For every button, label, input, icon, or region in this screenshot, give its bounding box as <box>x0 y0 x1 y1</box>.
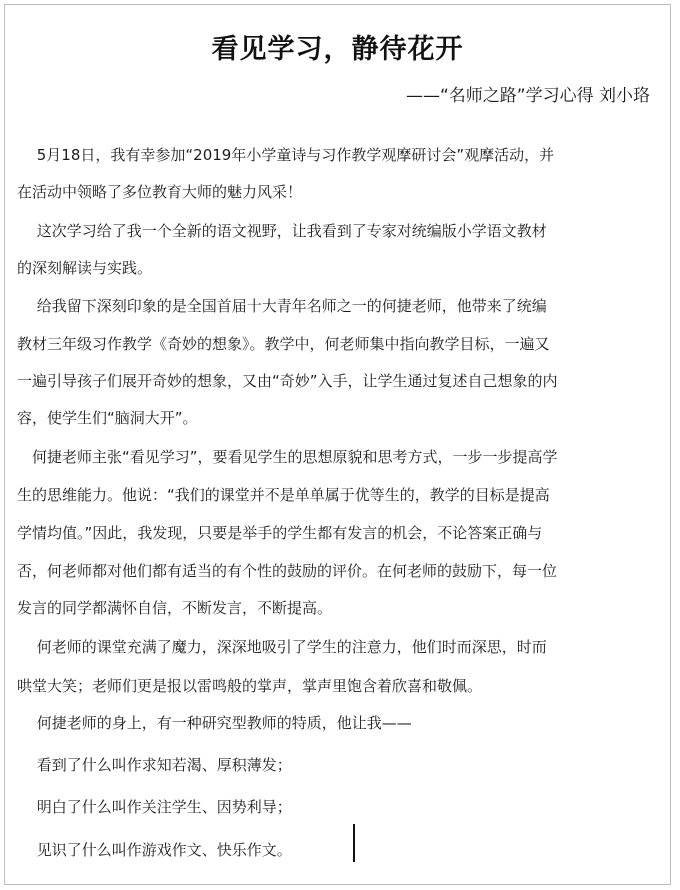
paragraph-line: 明白了什么叫作关注学生、因势利导； <box>17 798 292 816</box>
paragraph-line: 给我留下深刻印象的是全国首届十大青年名师之一的何捷老师，他带来了统编 <box>17 297 547 315</box>
paragraph-line: 容，使学生们“脑洞大开”。 <box>17 409 198 427</box>
paragraph-line: 学情均值。”因此，我发现，只要是举手的学生都有发言的机会，不论答案正确与 <box>17 524 543 542</box>
paragraph-line: 5月18日，我有幸参加“2019年小学童诗与习作教学观摩研讨会”观摩活动，并 <box>17 146 555 164</box>
document-page[interactable] <box>4 4 671 885</box>
document-title: 看见学习，静待花开 <box>211 34 464 65</box>
paragraph-line: 何老师的课堂充满了魔力，深深地吸引了学生的注意力，他们时而深思，时而 <box>17 638 547 656</box>
paragraph-line: 否，何老师都对他们都有适当的有个性的鼓励的评价。在何老师的鼓励下，每一位 <box>17 562 558 580</box>
paragraph-line: 生的思维能力。他说：“我们的课堂并不是单单属于优等生的，教学的目标是提高 <box>17 486 550 504</box>
paragraph-line: 的深刻解读与实践。 <box>17 259 153 277</box>
text-cursor <box>353 824 355 862</box>
paragraph-line: 一遍引导孩子们展开奇妙的想象，又由“奇妙”入手，让学生通过复述自己想象的内 <box>17 372 558 390</box>
paragraph-line: 见识了什么叫作游戏作文、快乐作文。 <box>17 841 292 859</box>
paragraph-line: 哄堂大笑；老师们更是报以雷鸣般的掌声，掌声里饱含着欣喜和敬佩。 <box>17 677 483 695</box>
paragraph-line: 何捷老师主张“看见学习”，要看见学生的思想原貌和思考方式，一步一步提高学 <box>17 448 558 466</box>
paragraph-line: 看到了什么叫作求知若渴、厚积薄发； <box>17 756 292 774</box>
paragraph-line: 何捷老师的身上，有一种研究型教师的特质，他让我—— <box>17 714 412 732</box>
paragraph-line: 发言的同学都满怀自信，不断发言，不断提高。 <box>17 599 333 617</box>
paragraph-line: 教材三年级习作教学《奇妙的想象》。教学中，何老师集中指向教学目标，一遍又 <box>17 335 550 353</box>
document-subtitle: ——“名师之路”学习心得 刘小珞 <box>405 86 650 106</box>
paragraph-line: 这次学习给了我一个全新的语文视野，让我看到了专家对统编版小学语文教材 <box>17 222 547 240</box>
paragraph-line: 在活动中领略了多位教育大师的魅力风采！ <box>17 183 303 201</box>
